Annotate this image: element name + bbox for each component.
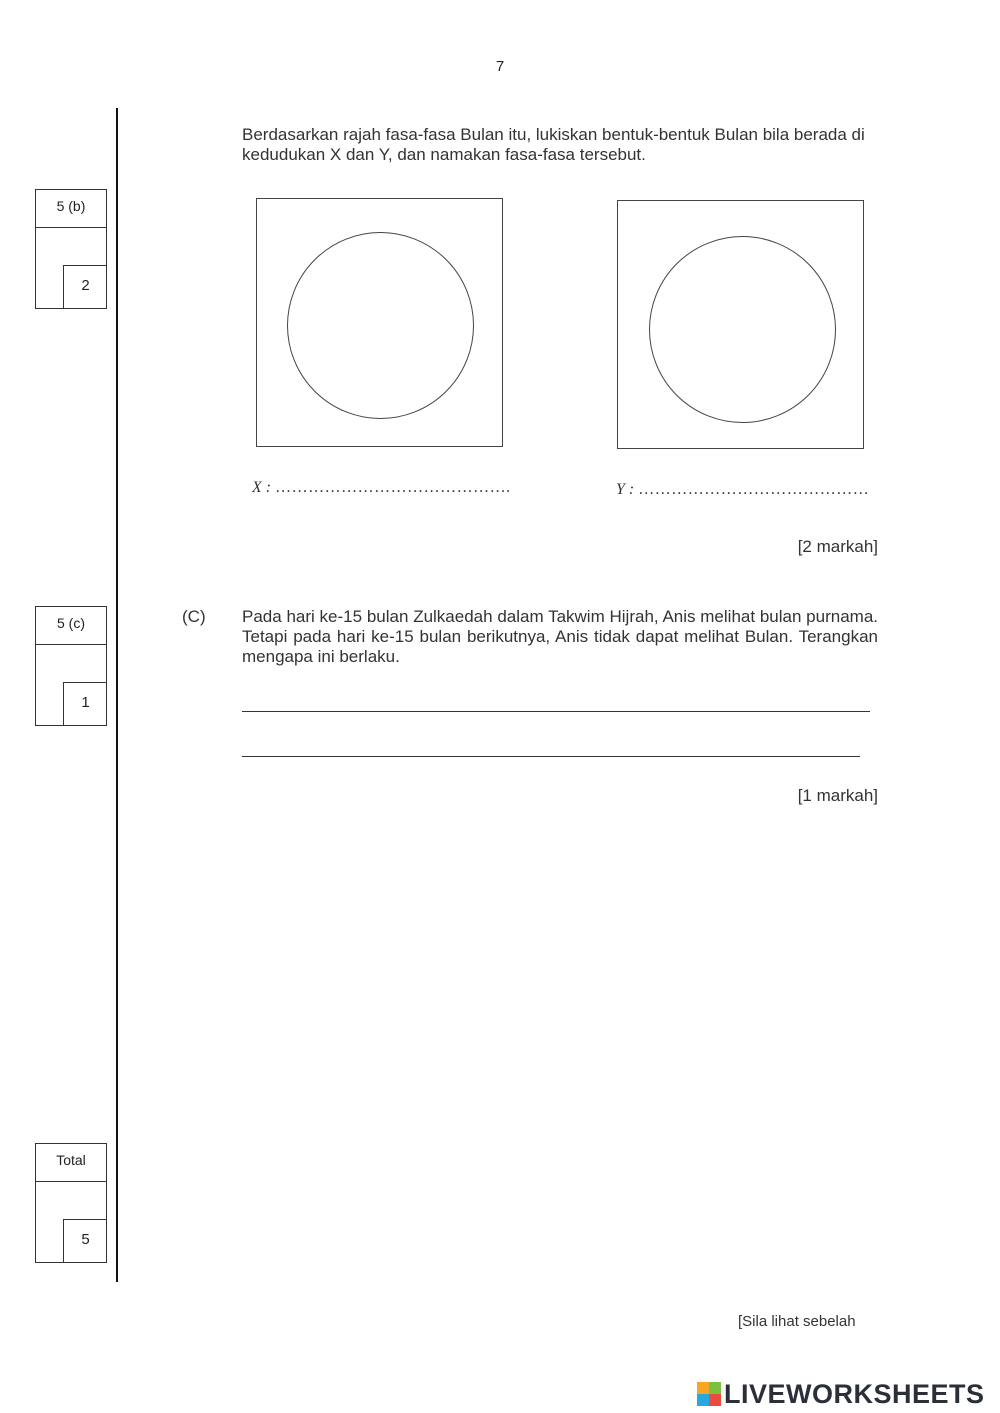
footer-note: [Sila lihat sebelah [738,1313,856,1330]
phase-y-answer[interactable] [616,481,869,499]
answer-line-1[interactable] [242,711,870,712]
moon-drawing-box-x[interactable] [256,198,503,447]
mark-box-score: 5 [63,1219,107,1263]
margin-divider [116,108,118,1282]
moon-outline-y [649,236,836,423]
liveworksheets-icon [697,1382,721,1406]
mark-box-label: 5 (b) [35,189,107,227]
question-b-instruction: Berdasarkan rajah fasa-fasa Bulan itu, lukiskan bentuk-bentuk Bulan bila berada di kedudukan X dan Y, dan namakan fasa-fasa tersebut. [242,125,865,164]
mark-box-score: 1 [63,682,107,726]
phase-x-dots: ……………………………………. [275,479,511,496]
question-c-number: (C) [182,607,206,626]
phase-x-label: X : [252,479,272,496]
mark-box-5b [35,189,107,309]
brand-text: LIVEWORKSHEETS [724,1378,985,1409]
moon-drawing-box-y[interactable] [617,200,864,449]
marks-b: [2 markah] [797,537,878,556]
mark-box-5c [35,606,107,726]
phase-x-answer[interactable] [252,479,511,497]
mark-box-label: Total [35,1143,107,1181]
mark-box-score: 2 [63,265,107,309]
phase-y-label: Y : [616,481,635,498]
phase-y-dots: …………………………………… [638,481,870,498]
marks-c: [1 markah] [797,786,878,805]
brand-logo [697,1378,985,1410]
mark-box-total [35,1143,107,1263]
page-number: 7 [495,58,505,75]
moon-outline-x [287,232,474,419]
mark-box-label: 5 (c) [35,606,107,644]
answer-line-2[interactable] [242,756,860,757]
question-c-text: Pada hari ke-15 bulan Zulkaedah dalam Takwim Hijrah, Anis melihat bulan purnama. Tetapi pada hari ke-15 bulan berikutnya, Anis tidak dapat melihat Bulan. Terangkan mengapa ini berlaku. [242,607,878,666]
